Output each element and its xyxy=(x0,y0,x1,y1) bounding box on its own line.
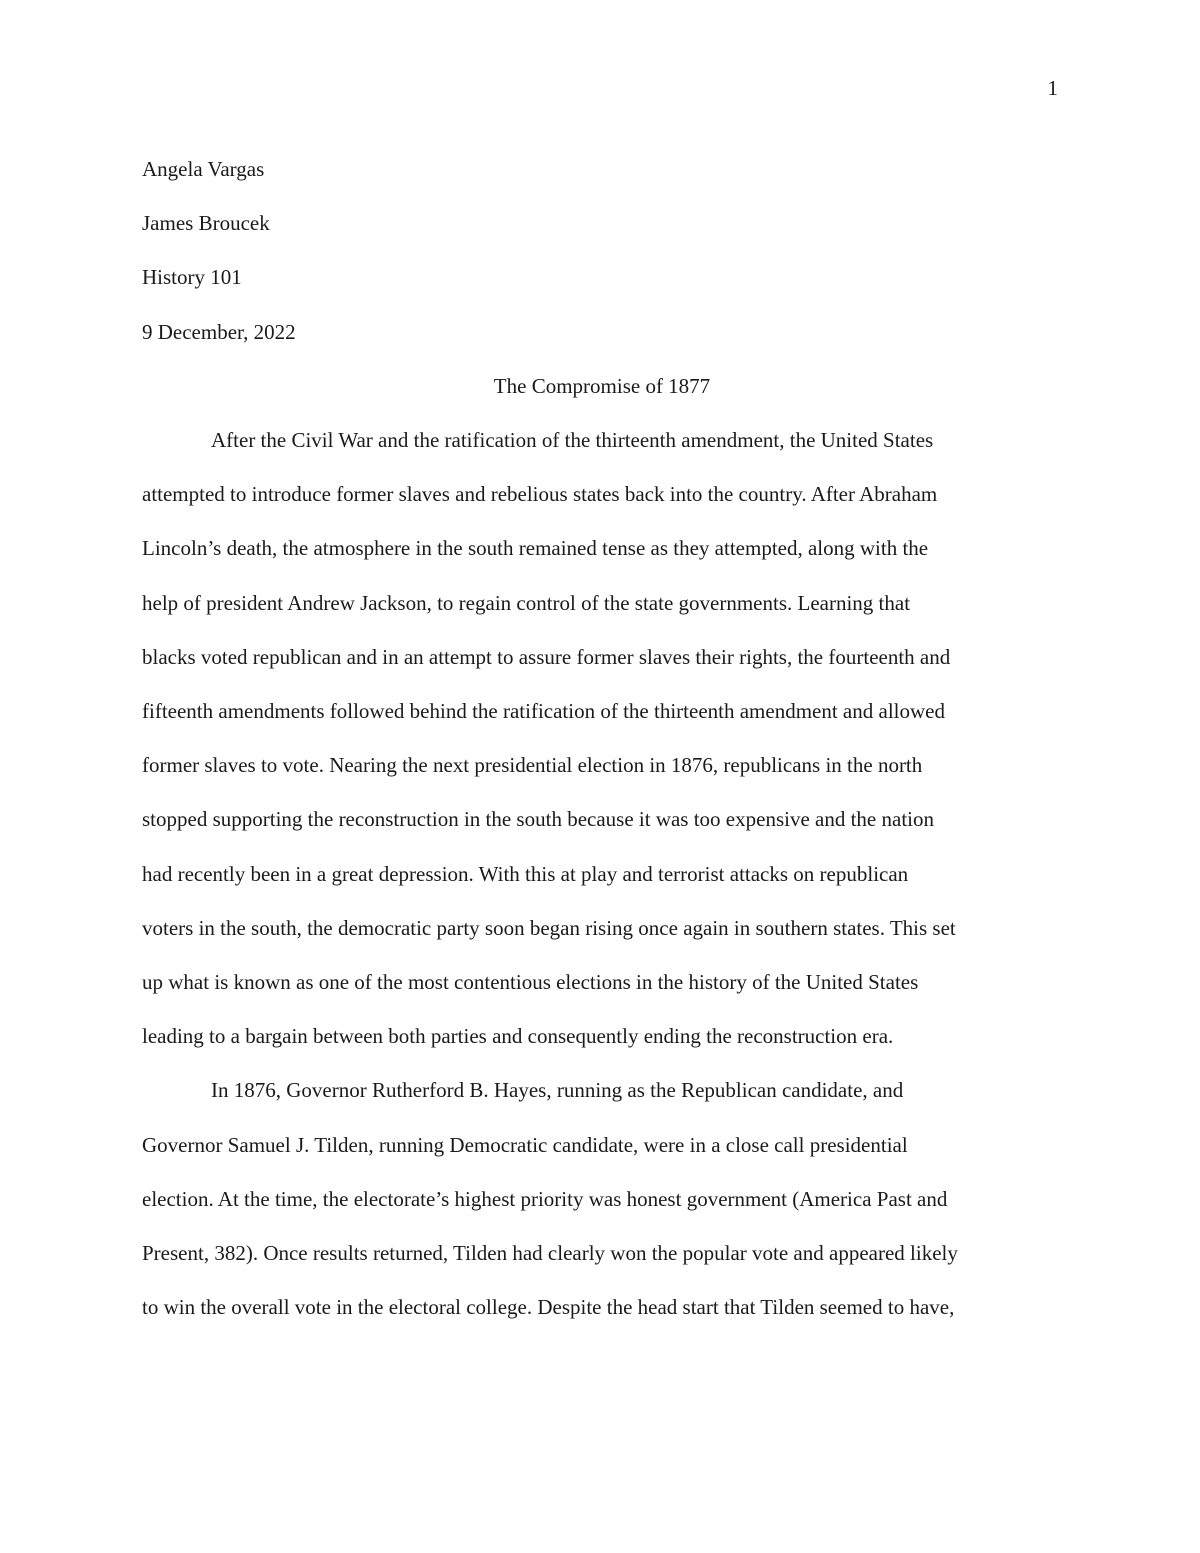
document-date: 9 December, 2022 xyxy=(142,319,296,344)
paragraph-line: had recently been in a great depression. With this at play and terrorist attacks on republican xyxy=(142,861,909,886)
instructor-name: James Broucek xyxy=(142,211,270,236)
page-number: 1 xyxy=(1047,76,1058,100)
paragraph-line: stopped supporting the reconstruction in the south because it was too expensive and the nation xyxy=(142,807,934,832)
paragraph-2 xyxy=(142,1063,1062,1334)
paragraph-line: Present, 382). Once results returned, Tilden had clearly won the popular vote and appeared likely xyxy=(142,1241,958,1266)
paragraph-line: former slaves to vote. Nearing the next presidential election in 1876, republicans in the north xyxy=(142,753,923,778)
paragraph-line: Governor Samuel J. Tilden, running Democratic candidate, were in a close call presidential xyxy=(142,1132,908,1157)
paragraph-line: attempted to introduce former slaves and rebelious states back into the country. After Abraham xyxy=(142,482,938,507)
paragraph-line: voters in the south, the democratic party soon began rising once again in southern states. This set xyxy=(142,915,956,940)
paragraph-line: election. At the time, the electorate’s highest priority was honest government (America Past and xyxy=(142,1186,948,1211)
student-name: Angela Vargas xyxy=(142,157,265,181)
paragraph-line: After the Civil War and the ratification of the thirteenth amendment, the United States xyxy=(211,428,934,453)
paragraph-line: Lincoln’s death, the atmosphere in the south remained tense as they attempted, along with the xyxy=(142,536,929,561)
course-name: History 101 xyxy=(142,265,242,290)
paragraph-line: help of president Andrew Jackson, to regain control of the state governments. Learning that xyxy=(142,590,911,615)
document-body xyxy=(142,142,1062,1334)
paragraph-line: up what is known as one of the most contentious elections in the history of the United States xyxy=(142,970,919,995)
paragraph-line: blacks voted republican and in an attempt to assure former slaves their rights, the fourteenth and xyxy=(142,644,951,669)
paragraph-line: In 1876, Governor Rutherford B. Hayes, running as the Republican candidate, and xyxy=(211,1078,904,1103)
paragraph-line: leading to a bargain between both parties and consequently ending the reconstruction era. xyxy=(142,1024,894,1049)
paragraph-1 xyxy=(142,413,1062,1063)
document-title: The Compromise of 1877 xyxy=(493,373,711,398)
paragraph-line: fifteenth amendments followed behind the ratification of the thirteenth amendment and allowed xyxy=(142,699,945,724)
paragraph-line: to win the overall vote in the electoral college. Despite the head start that Tilden seemed to have, xyxy=(142,1295,955,1320)
